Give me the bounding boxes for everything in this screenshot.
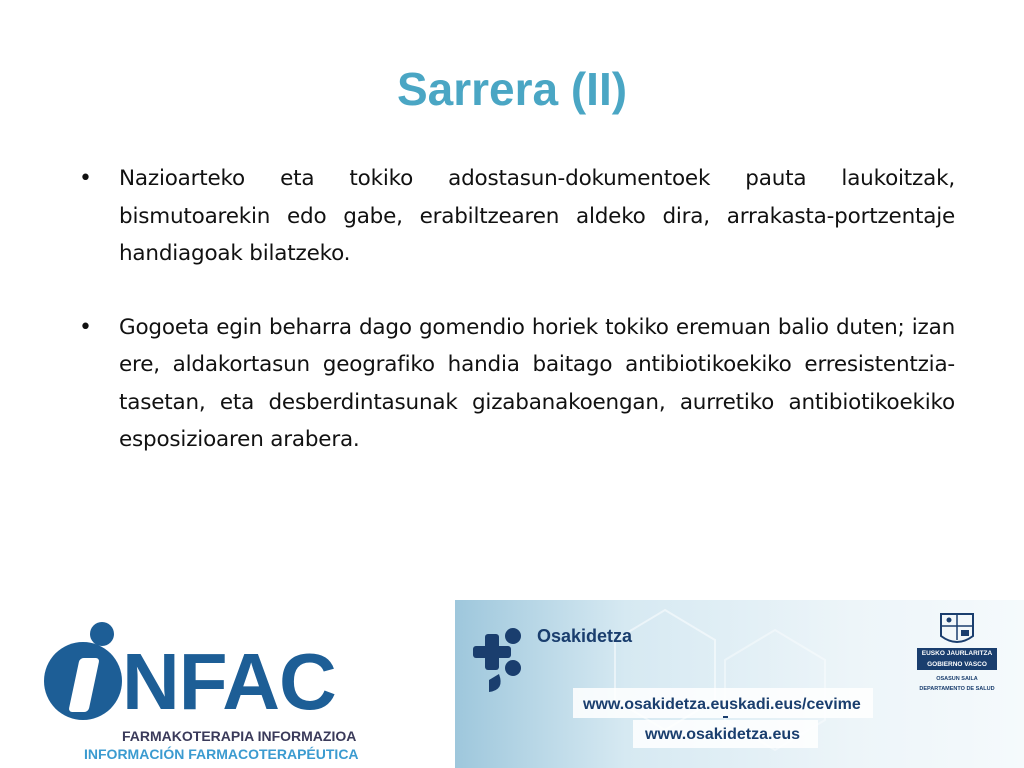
bullet-item	[75, 160, 955, 273]
bullet-text: Gogoeta egin beharra dago gomendio horiek tokiko eremuan balio duten; izan ere, aldakortasun geografiko handia baitago antibiotikoekiko erresistentzia-tasetan, eta desberdintasunak gizabanakoengan, aurretiko antibiotikoekiko esposizioaren arabera.	[119, 314, 955, 452]
gov-line-osasun-saila: OSASUN SAILA	[936, 676, 978, 682]
gov-line-gobierno-vasco: GOBIERNO VASCO	[927, 661, 987, 668]
gov-line-eusko-jaurlaritza: EUSKO JAURLARITZA	[921, 650, 993, 657]
bullet-icon: •	[79, 166, 92, 191]
coat-of-arms-icon	[917, 610, 997, 648]
infac-subtitle-eu: FARMAKOTERAPIA INFORMAZIOA	[122, 728, 357, 744]
bullet-text: Nazioarteko eta tokiko adostasun-dokumentoek pauta laukoitzak, bismutoarekin edo gabe, erabiltzearen aldeko dira, arrakasta-portzentaje handiagoak bilatzeko.	[119, 166, 955, 266]
url-separator	[723, 716, 728, 718]
infac-logo	[40, 608, 390, 762]
footer	[0, 598, 1024, 768]
gobierno-vasco-logo	[917, 610, 997, 710]
bullet-item	[75, 309, 955, 459]
cevime-url-link[interactable]: www.osakidetza.euskadi.eus/cevime	[583, 696, 861, 713]
bullet-list	[75, 160, 955, 495]
infac-wordmark: NFAC	[122, 637, 336, 726]
osakidetza-cross-icon	[473, 628, 521, 692]
osakidetza-banner	[455, 600, 1024, 768]
osakidetza-url-link[interactable]: www.osakidetza.eus	[645, 726, 801, 743]
slide-title: Sarrera (II)	[396, 63, 628, 115]
infac-i-dot-icon	[90, 622, 114, 646]
bullet-icon: •	[79, 314, 92, 340]
gov-line-departamento: DEPARTAMENTO DE SALUD	[919, 686, 995, 692]
infac-subtitle-es: INFORMACIÓN FARMACOTERAPÉUTICA	[84, 746, 359, 762]
osakidetza-name: Osakidetza	[537, 626, 633, 646]
